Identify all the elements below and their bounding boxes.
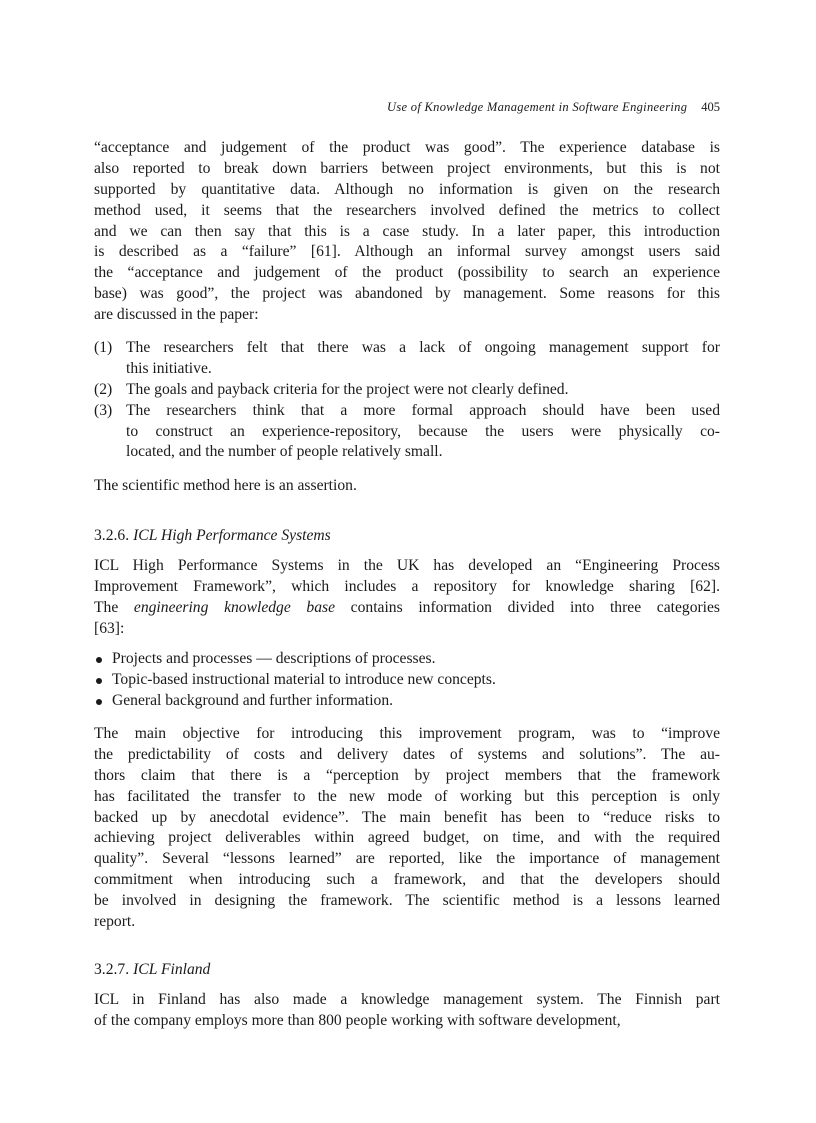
text-line: the “acceptance and judgement of the product (possibility to search an experience: [94, 264, 720, 282]
text-line: General background and further information.: [112, 691, 394, 709]
paragraph-4: [94, 724, 720, 933]
list-item: [94, 338, 720, 380]
section-number: 3.2.7.: [94, 961, 130, 978]
text-line: supported by quantitative data. Although no information is given on the research: [94, 180, 720, 198]
text-line: “acceptance and judgement of the product was good”. The experience database is: [94, 139, 720, 156]
text-segment: contains information divided into three categories: [335, 598, 720, 616]
text-line: is described as a “failure” [61]. Although an informal survey amongst users said: [94, 243, 720, 261]
text-line: commitment when introducing such a framework, and that the developers should: [94, 871, 720, 889]
list-item: [94, 380, 720, 401]
list-item: [94, 401, 720, 464]
paragraph-2: [94, 476, 720, 497]
text-line: Projects and processes — descriptions of processes.: [112, 650, 436, 667]
text-line: method used, it seems that the researchers involved defined the metrics to collect: [94, 201, 720, 219]
text-line: The researchers felt that there was a lack of ongoing management support for: [126, 339, 720, 356]
text-line: thors claim that there is a “perception by project members that the framework: [94, 766, 720, 784]
bullet-item: [94, 691, 720, 712]
running-header: [94, 100, 720, 115]
section-heading-3-2-7: [94, 960, 720, 981]
text-line: has facilitated the transfer to the new mode of working but this perception is only: [94, 787, 720, 805]
section-title: ICL Finland: [133, 961, 211, 978]
paragraph-1: [94, 138, 720, 326]
bullet-icon: [96, 699, 102, 705]
text-line: ICL in Finland has also made a knowledge management system. The Finnish part: [94, 991, 720, 1008]
text-line: and we can then say that this is a case study. In a later paper, this introduction: [94, 222, 720, 240]
running-title: Use of Knowledge Management in Software Engineering: [387, 100, 688, 114]
text-line: The researchers think that a more formal approach should have been used: [126, 401, 720, 419]
text-line: base) was good”, the project was abandoned by management. Some reasons for this: [94, 285, 720, 303]
bullet-icon: [96, 678, 102, 684]
text-line: be involved in designing the framework. The scientific method is a lessons learned: [94, 892, 720, 910]
page-number: 405: [701, 100, 720, 114]
text-line: this initiative.: [126, 359, 212, 377]
section-number: 3.2.6.: [94, 527, 130, 544]
list-label: (3): [94, 401, 113, 419]
list-label: (1): [94, 339, 113, 356]
text-line: [63]:: [94, 619, 125, 637]
list-label: (2): [94, 380, 113, 398]
text-segment: The: [94, 598, 134, 616]
text-line: [94, 598, 720, 619]
text-line: ICL High Performance Systems in the UK has developed an “Engineering Process: [94, 557, 720, 574]
text-line: The scientific method here is an assertion.: [94, 477, 357, 494]
reasons-list: [94, 338, 720, 463]
bullet-item: [94, 670, 720, 691]
paragraph-3: [94, 556, 720, 640]
text-line: Topic-based instructional material to introduce new concepts.: [112, 670, 496, 688]
emphasized-term: engineering knowledge base: [133, 598, 336, 616]
bullet-item: [94, 649, 720, 670]
text-line: the predictability of costs and delivery dates of systems and solutions”. The au-: [94, 745, 720, 763]
bullet-icon: [96, 657, 102, 663]
text-line: Improvement Framework”, which includes a repository for knowledge sharing [62].: [94, 577, 720, 595]
text-line: are discussed in the paper:: [94, 306, 259, 324]
section-title: ICL High Performance Systems: [133, 527, 331, 544]
text-line: The main objective for introducing this improvement program, was to “improve: [94, 725, 720, 742]
text-line: report.: [94, 913, 136, 931]
text-line: quality”. Several “lessons learned” are reported, like the importance of management: [94, 850, 720, 868]
text-line: of the company employs more than 800 people working with software development,: [94, 1011, 621, 1029]
text-line: to construct an experience-repository, because the users were physically co-: [126, 422, 720, 440]
text-line: also reported to break down barriers between project environments, but this is not: [94, 159, 720, 177]
text-line: The goals and payback criteria for the project were not clearly defined.: [126, 380, 569, 398]
text-line: achieving project deliverables within agreed budget, on time, and with the required: [94, 829, 720, 847]
paragraph-5: [94, 990, 720, 1032]
section-heading-3-2-6: [94, 526, 720, 547]
text-line: located, and the number of people relatively small.: [126, 443, 443, 461]
bullet-list: [94, 649, 720, 712]
text-line: backed up by anecdotal evidence”. The main benefit has been to “reduce risks to: [94, 808, 720, 826]
